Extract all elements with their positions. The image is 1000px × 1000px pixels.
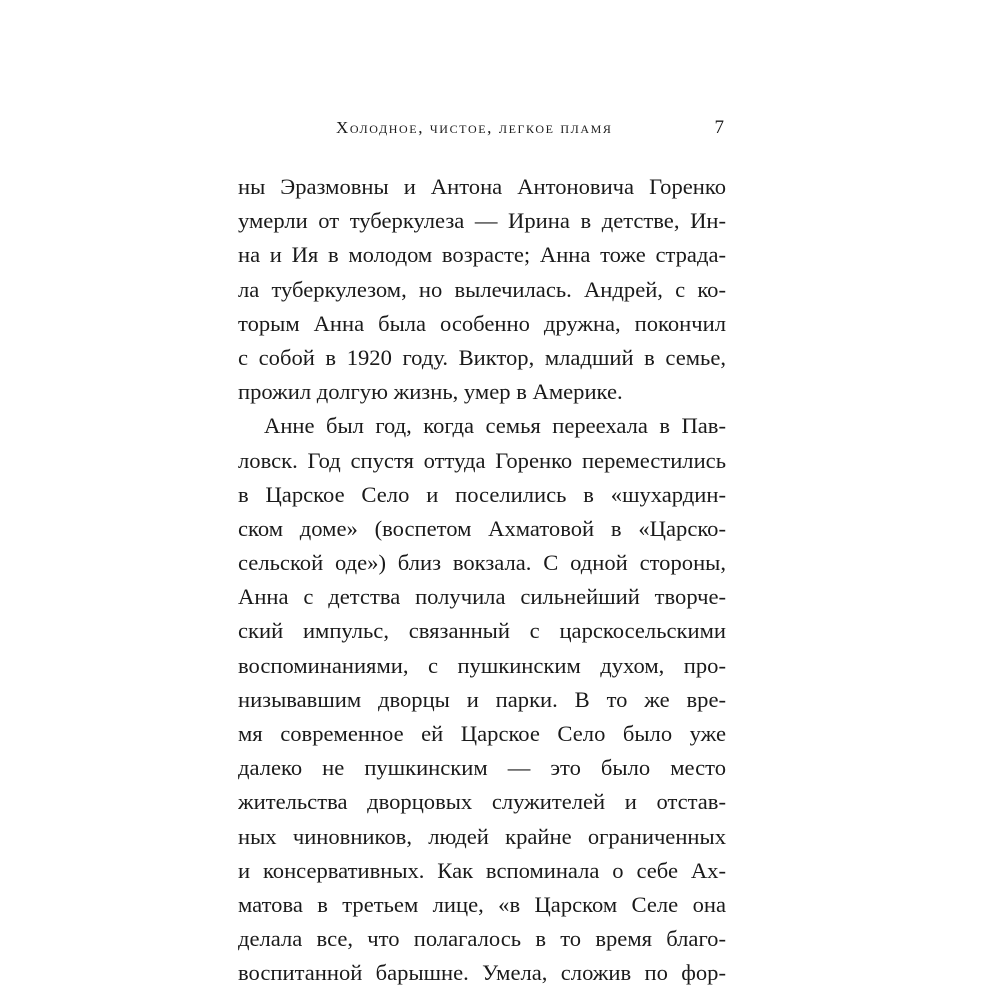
book-page bbox=[238, 0, 726, 1000]
text-line: воспоминаниями, с пушкинским духом, про- bbox=[238, 652, 726, 678]
text-line: с собой в 1920 году. Виктор, младший в семье, bbox=[238, 344, 726, 370]
text-line: торым Анна была особенно дружна, покончил bbox=[238, 310, 726, 336]
text-line: матова в третьем лице, «в Царском Селе она bbox=[238, 891, 726, 917]
text-line: низывавшим дворцы и парки. В то же вре- bbox=[238, 686, 726, 712]
text-line: в Царское Село и поселились в «шухардин- bbox=[238, 481, 726, 507]
text-line: ных чиновников, людей крайне ограниченных bbox=[238, 823, 726, 849]
running-header bbox=[238, 118, 726, 144]
text-line: делала все, что полагалось в то время благо- bbox=[238, 926, 726, 952]
text-line: ловск. Год спустя оттуда Горенко переместились bbox=[238, 447, 726, 473]
text-line: ла туберкулезом, но вылечилась. Андрей, с ко- bbox=[238, 276, 726, 302]
text-line: и консервативных. Как вспоминала о себе Ах- bbox=[238, 857, 726, 883]
text-line: воспитанной барышне. Умела, сложив по фор- bbox=[238, 960, 726, 986]
text-line: ском доме» (воспетом Ахматовой в «Царско- bbox=[238, 515, 726, 541]
text-line: далеко не пушкинским — это было место bbox=[238, 755, 726, 781]
text-line: Анна с детства получила сильнейший творче- bbox=[238, 584, 726, 610]
text-line: прожил долгую жизнь, умер в Америке. bbox=[238, 379, 623, 405]
text-line: жительства дворцовых служителей и отстав- bbox=[238, 789, 726, 815]
text-line: Анне был год, когда семья переехала в Пав- bbox=[264, 413, 726, 439]
text-line: на и Ия в молодом возрасте; Анна тоже страда- bbox=[238, 242, 726, 268]
text-line: сельской оде») близ вокзала. С одной стороны, bbox=[238, 550, 726, 576]
text-line: умерли от туберкулеза — Ирина в детстве, Ин- bbox=[238, 208, 726, 234]
body-text bbox=[238, 170, 726, 991]
page-number: 7 bbox=[714, 117, 724, 138]
text-line: мя современное ей Царское Село было уже bbox=[238, 721, 726, 746]
text-line: ны Эразмовны и Антона Антоновича Горенко bbox=[238, 174, 726, 199]
running-title: Холодное, чистое, легкое пламя bbox=[336, 118, 613, 137]
text-line: ский импульс, связанный с царскосельскими bbox=[238, 618, 726, 644]
